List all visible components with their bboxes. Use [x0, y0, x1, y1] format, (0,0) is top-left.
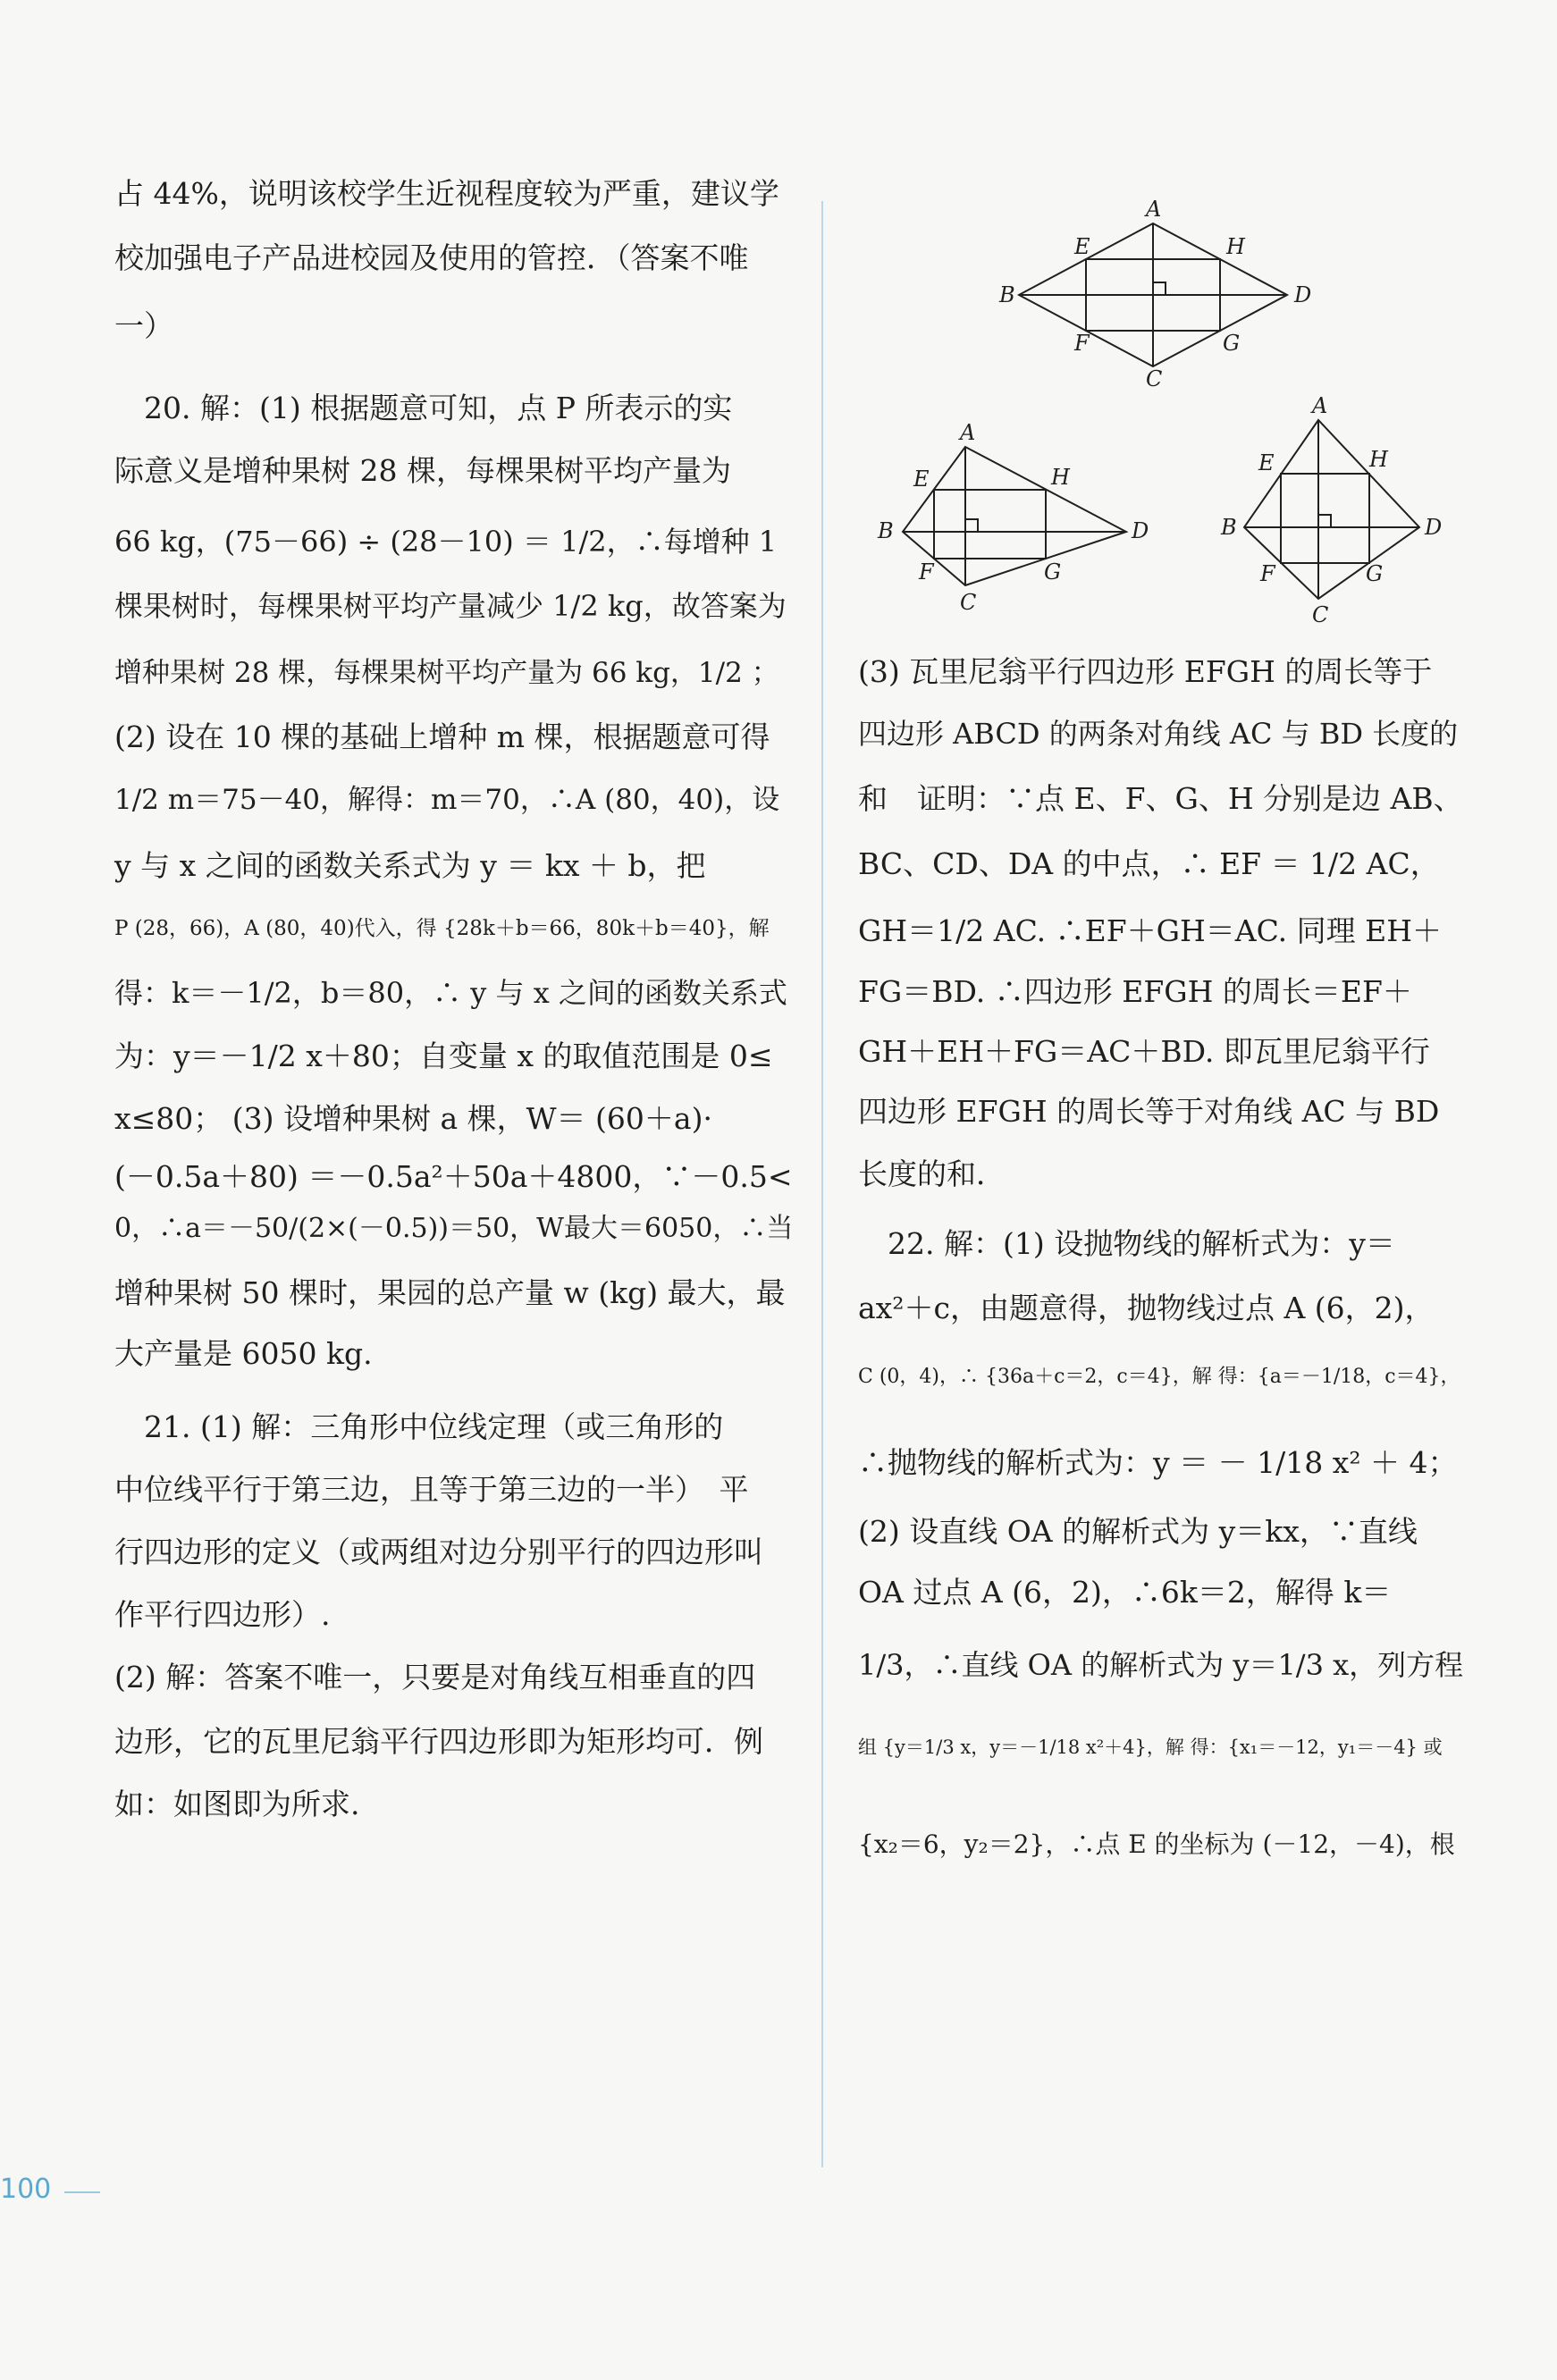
label-G: G: [1366, 561, 1384, 586]
column-divider: [821, 201, 823, 2167]
figure-top: [992, 197, 1332, 393]
text-line: ∴抛物线的解析式为：y ＝ － 1/18 x² ＋ 4；: [858, 1445, 1458, 1480]
text-line: 中位线平行于第三边，且等于第三边的一半） 平: [114, 1472, 749, 1507]
text-line: 0，∴a＝－50/(2×(－0.5))＝50，W最大＝6050，∴当: [114, 1213, 794, 1244]
figure-right: [1216, 393, 1466, 626]
text-line: P (28，66)，A (80，40)代入，得 {28k＋b＝66，80k＋b＝40}，解: [114, 917, 770, 940]
text-line: 20. 解：(1) 根据题意可知，点 P 所表示的实: [114, 391, 733, 425]
label-A: A: [960, 420, 976, 445]
text-line: (3) 瓦里尼翁平行四边形 EFGH 的周长等于: [858, 654, 1433, 689]
text-line: GH＝1/2 AC. ∴EF＋GH＝AC. 同理 EH＋: [858, 913, 1442, 948]
text-line: 得：k＝－1/2，b＝80，∴ y 与 x 之间的函数关系式: [114, 976, 787, 1010]
text-line: 22. 解：(1) 设抛物线的解析式为：y＝: [858, 1226, 1395, 1261]
label-A: A: [1312, 393, 1328, 418]
text-line: 如：如图即为所求.: [114, 1787, 360, 1821]
text-line: 长度的和．: [858, 1156, 1006, 1191]
text-line: 和 证明：∵点 E、F、G、H 分别是边 AB、: [858, 781, 1463, 816]
text-line: (2) 设在 10 棵的基础上增种 m 棵，根据题意可得: [114, 719, 770, 754]
text-line: C (0，4)，∴ {36a＋c＝2，c＝4}，解 得：{a＝－1/18，c＝4}，: [858, 1366, 1460, 1388]
label-D: D: [1132, 518, 1149, 543]
label-F: F: [919, 559, 934, 584]
text-line: ax²＋c，由题意得，抛物线过点 A (6，2)，: [858, 1291, 1435, 1325]
text-line: 占 44%，说明该校学生近视程度较为严重，建议学: [114, 176, 779, 211]
text-line: 校加强电子产品进校园及使用的管控．（答案不唯: [114, 240, 749, 275]
page-number-dash: [64, 2191, 100, 2193]
label-G: G: [1223, 331, 1241, 356]
text-line: (2) 设直线 OA 的解析式为 y＝kx，∵直线: [858, 1514, 1418, 1549]
text-line: FG＝BD. ∴四边形 EFGH 的周长＝EF＋: [858, 974, 1412, 1009]
text-line: 四边形 ABCD 的两条对角线 AC 与 BD 长度的: [858, 717, 1459, 751]
text-line: 1/3，∴直线 OA 的解析式为 y＝1/3 x，列方程: [858, 1648, 1464, 1682]
label-D: D: [1425, 515, 1443, 540]
text-line: BC、CD、DA 的中点，∴ EF ＝ 1/2 AC，: [858, 846, 1440, 881]
label-H: H: [1369, 447, 1388, 472]
text-line: 棵果树时，每棵果树平均产量减少 1/2 kg，故答案为: [114, 589, 787, 623]
label-B: B: [999, 282, 1015, 307]
text-line: 边形，它的瓦里尼翁平行四边形即为矩形均可．例: [114, 1724, 763, 1759]
label-E: E: [913, 467, 930, 492]
text-line: (2) 解：答案不唯一，只要是对角线互相垂直的四: [114, 1660, 756, 1695]
label-C: C: [1312, 602, 1329, 626]
text-line: 大产量是 6050 kg.: [114, 1336, 373, 1371]
label-C: C: [1146, 366, 1163, 391]
text-line: 为：y＝－1/2 x＋80；自变量 x 的取值范围是 0≤: [114, 1039, 773, 1073]
text-line: 作平行四边形）.: [114, 1597, 331, 1632]
label-H: H: [1051, 465, 1070, 490]
text-line: 行四边形的定义（或两组对边分别平行的四边形叫: [114, 1535, 763, 1569]
label-B: B: [878, 518, 894, 543]
text-line: 21. (1) 解：三角形中位线定理（或三角形的: [114, 1409, 724, 1444]
text-line: GH＋EH＋FG＝AC＋BD. 即瓦里尼翁平行: [858, 1034, 1430, 1069]
text-line: 1/2 m＝75－40，解得：m＝70，∴A (80，40)，设: [114, 784, 780, 816]
text-line: 一）: [114, 308, 173, 343]
label-E: E: [1258, 450, 1275, 475]
page-number: 100: [0, 2174, 52, 2205]
text-line: {x₂＝6，y₂＝2}，∴点 E 的坐标为 (－12，－4)，根: [858, 1829, 1455, 1859]
label-D: D: [1294, 282, 1312, 307]
label-B: B: [1221, 515, 1237, 540]
text-line: 增种果树 50 棵时，果园的总产量 w (kg) 最大，最: [114, 1275, 786, 1310]
text-line: 四边形 EFGH 的周长等于对角线 AC 与 BD: [858, 1094, 1440, 1129]
text-line: x≤80； (3) 设增种果树 a 棵，W＝ (60＋a)·: [114, 1101, 712, 1136]
label-H: H: [1226, 234, 1245, 259]
label-G: G: [1044, 559, 1062, 584]
text-line: 际意义是增种果树 28 棵，每棵果树平均产量为: [114, 453, 731, 488]
text-line: (－0.5a＋80) ＝－0.5a²＋50a＋4800，∵－0.5<: [114, 1159, 793, 1194]
text-line: 增种果树 28 棵，每棵果树平均产量为 66 kg，1/2 ；: [114, 657, 779, 689]
text-line: y 与 x 之间的函数关系式为 y ＝ kx ＋ b，把: [114, 848, 706, 883]
label-F: F: [1074, 331, 1090, 356]
label-F: F: [1260, 561, 1275, 586]
figure-left: [867, 420, 1171, 626]
text-line: OA 过点 A (6，2)，∴6k＝2，解得 k＝: [858, 1575, 1392, 1610]
text-line: 66 kg，(75－66) ÷ (28－10) ＝ 1/2，∴每增种 1: [114, 525, 778, 559]
label-A: A: [1146, 197, 1162, 222]
label-E: E: [1074, 234, 1090, 259]
label-C: C: [960, 590, 977, 615]
text-line: 组 {y＝1/3 x，y＝－1/18 x²＋4}，解 得：{x₁＝－12，y₁＝－4} 或: [858, 1737, 1443, 1758]
